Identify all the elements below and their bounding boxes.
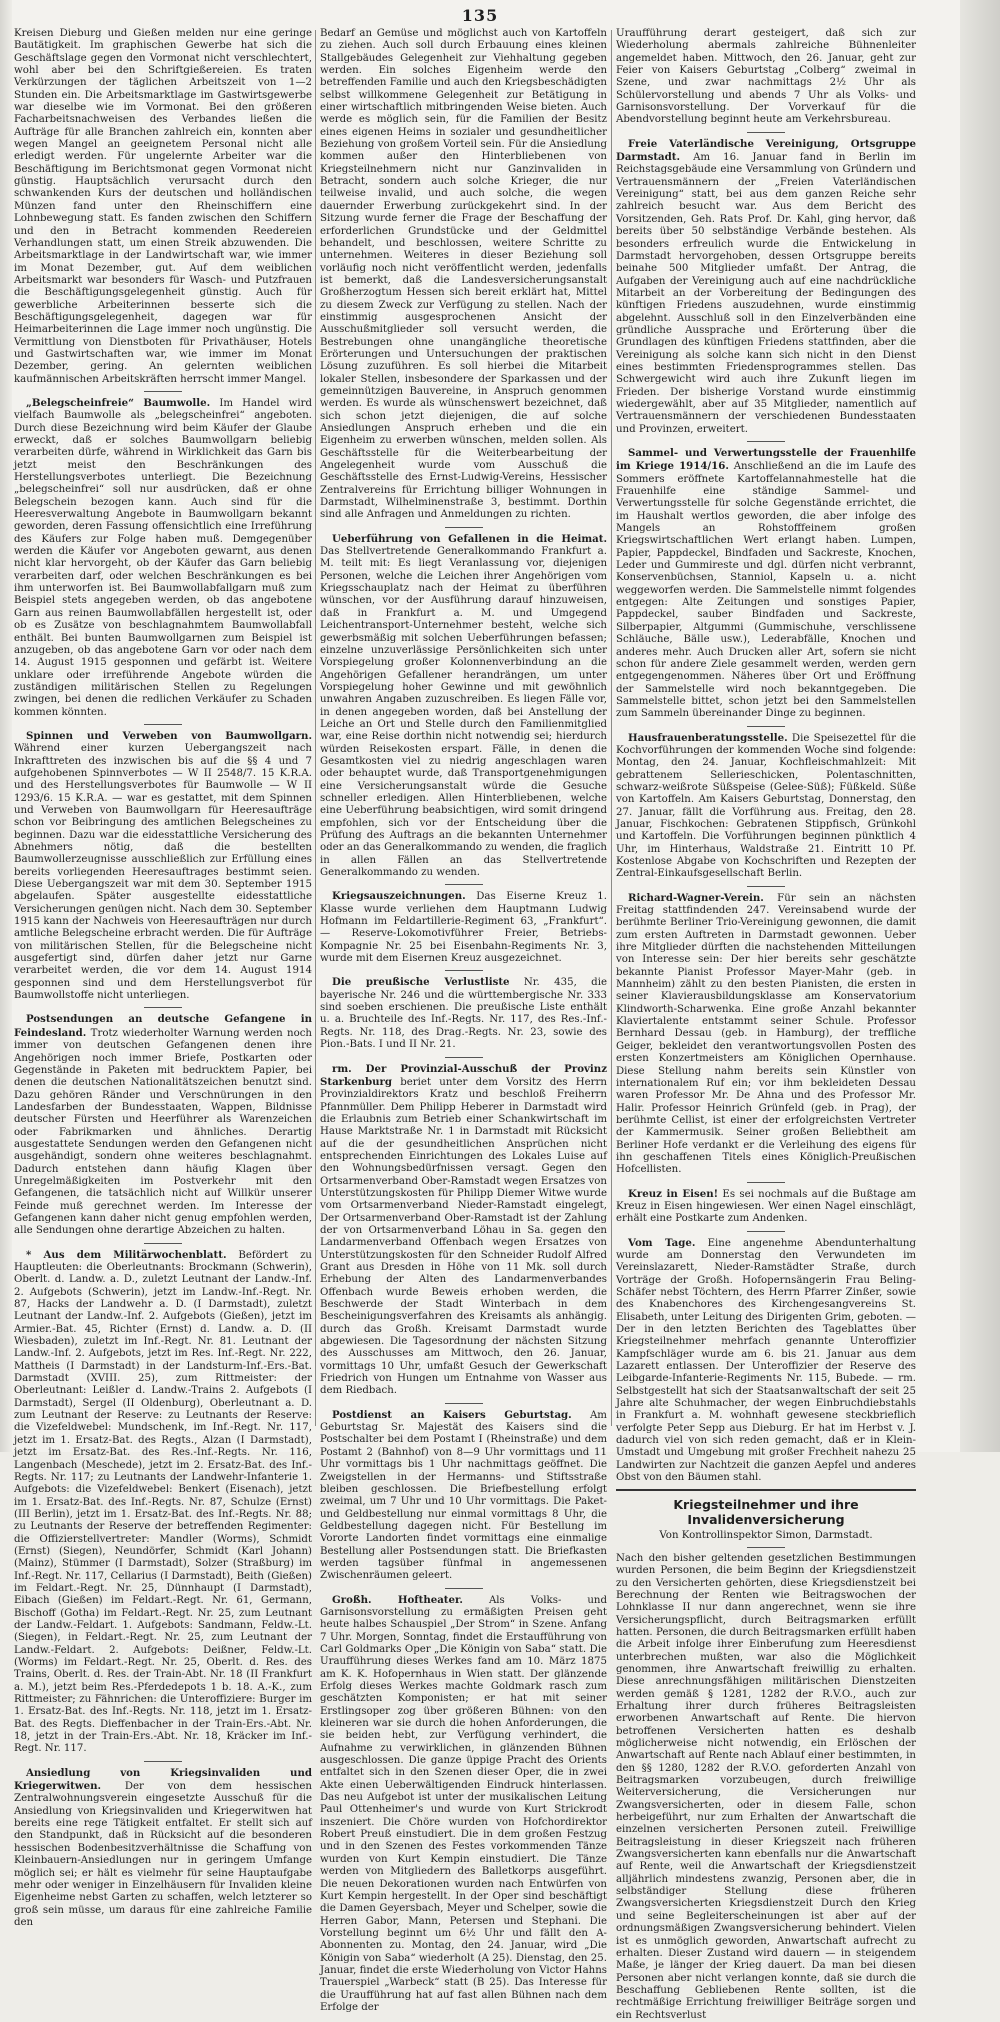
article-separator <box>445 1588 483 1589</box>
article-lead: rm. Der Provinzial-Ausschuß der Provinz Starkenburg <box>320 1062 607 1088</box>
article-byline: Von Kontrollinspektor Simon, Darmstadt. <box>659 1529 873 1541</box>
article-lead: Sammel- und Verwertungsstelle der Frauenhilfe im Kriege 1914/16. <box>616 447 916 473</box>
article-lead: Ueberführung von Gefallenen in die Heimat. <box>332 532 607 545</box>
article-separator <box>747 132 785 133</box>
article-lead: Kreuz in Eisen! <box>628 1187 719 1200</box>
article-lead: Ansiedlung von Kriegsinvaliden und Kriegerwitwen. <box>14 1766 312 1793</box>
page-number: 135 <box>461 6 499 25</box>
article-separator <box>445 970 483 971</box>
article-lead: Freie Vaterländische Vereinigung, Ortsgruppe Darmstadt. <box>616 137 916 164</box>
article-paragraph <box>320 1594 607 2015</box>
article-paragraph <box>320 976 607 1051</box>
article-separator <box>144 1243 182 1244</box>
article-text: Kreisen Dieburg und Gießen melden nur eine geringe Bautätigkeit. Im graphischen Gewerbe hat sich die Geschäftslage gegen den Vormonat nicht verschlechtert, wohl aber bei den Schriftgießereien. Es traten Verkürzungen der täglichen Arbeitszeit von 1—2 Stunden ein. Die Arbeitsmarktlage im Gastwirtsgewerbe war dieselbe wie im Vormonat. Bei den größeren Facharbeitsnachweisen des Verbandes ließen die Aufträge für alle Branchen zahlreich ein, konnten aber wegen Mangel an geeignetem Personal nicht alle erledigt werden. Für ungelernte Arbeiter war die Beschäftigung im Berichtsmonat gegen Vormonat nicht günstig. Hauptsächlich verursacht durch den schwankenden Kurs der deutschen und holländischen Münzen fand unter den Rheinschiffern eine Lohnbewegung statt. Es fanden zwischen den Schiffern und den in Betracht kommenden Reedereien Verhandlungen statt, um einen Streik abzuwenden. Die Arbeitsmarktlage in der Landwirtschaft war, wie immer im Monat Dezember, gut. Auf dem weiblichen Arbeitsmarkt war besonders für Wasch- und Putzfrauen die Beschäftigungsgelegenheit günstig. Auch für gewerbliche Arbeiterinnen besserte sich die Beschäftigungsgelegenheit, dagegen war für Heimarbeiterinnen die Lage immer noch ungünstig. Die Vermittlung von Dienstboten für Privathäuser, Hotels und Gastwirtschaften war, wie immer im Monat Dezember, gering. An gelernten weiblichen kaufmännischen Arbeitskräften herrscht immer Mangel. <box>14 28 312 385</box>
article-paragraph <box>616 892 916 1177</box>
article-paragraph <box>616 732 916 881</box>
article-separator <box>445 1403 483 1404</box>
article-lead: „Belegscheinfreie“ Baumwolle. <box>26 396 211 409</box>
article-separator <box>747 441 785 442</box>
article-text: Befördert zu Hauptleuten: die Oberleutnants: Brockmann (Schwerin), Oberlt. d. Landw. a. D., zuletzt Leutnant der Landw.-Inf. 2. Aufgebots (Schwerin), jetzt im Landw.-Inf.-Regt. Nr. 87, Hacks der Landwehr a. D. (I Darmstadt), zuletzt Leutnant der Landw.-Inf. 2. Aufgebots (Gießen), jetzt im Armier.-Bat. 45, Richter (Ernst) d. Landw. a. D. (II Wiesbaden), zuletzt im Inf.-Regt. Nr. 81. Leutnant der Landw.-Inf. 2. Aufgebots, jetzt im Res. Inf.-Regt. Nr. 222, Mattheis (I Darmstadt) in der Landsturm-Inf.-Ers.-Bat. Darmstadt (XVIII. 25), zum Rittmeister: der Oberleutnant: Leißler d. Landw.-Trains 2. Aufgebots (I Darmstadt), Sergel (II Oldenburg), Oberleutnant a. D. zum Leutnant der Reserve: zu Leutnants der Reserve: die Vizefeldwebel: Mundschenk, im Inf.-Regt. Nr. 117, jetzt im 1. Ersatz-Bat. des Regts., Alzan (I Darmstadt), jetzt im Ersatz-Bat. des Res.-Inf.-Regts. Nr. 116, Langenbach (Meschede), jetzt im 2. Ersatz-Bat. des Inf.-Regts. Nr. 117; zu Leutnants der Landwehr-Infanterie 1. Aufgebots: die Vizefeldwebel: Benkert (Eisenach), jetzt im 1. Ersatz-Bat. des Inf.-Regts. Nr. 87, Schulze (Ernst) (III Berlin), jetzt im 1. Ersatz-Bat. des Inf.-Regts. Nr. 88; zu Leutnants der Reserve der betreffenden Regimenter: die Offizierstellvertreter: Mandler (Worms), Schmidt (Ernst) (Siegen), Neundörfer, Schmidt (Karl Johann) (Mainz), Stümmer (I Darmstadt), Solzer (Straßburg) im Inf.-Regt. Nr. 117, Cellarius (I Darmstadt), Beith (Gießen) im Feldart.-Regt. Nr. 25, Dünnhaupt (I Darmstadt), Eibach (Gießen) im Feldart.-Regt. Nr. 61, Germann, Bischoff (Gotha) im Feldart.-Regt. Nr. 25, zum Leutnant der Landw.-Feldart. 1. Aufgebots: Sandmann, Feldw.-Lt. (Siegen), in Feldart.-Regt. Nr. 25, zum Leutnant der Landw.-Feldart. 2. Aufgebots: Deißner, Feldw.-Lt. (Worms) im Feldart.-Regt. Nr. 25, Oberlt. d. Res. des Trains, Oberlt. d. Res. der Train-Abt. Nr. 18 (II Frankfurt a. M.), jetzt beim Res.-Pferdedepots 1 b. 18. A.-K., zum Rittmeister; zu Fähnrichen: die Unteroffiziere: Burger im 1. Ersatz-Bat. des Inf.-Regts. Nr. 118, jetzt im 1. Ersatz-Bat. des Regts. Dieffenbacher in der Train-Ers.-Abt. Nr. 18, jetzt in der Train-Ers.-Abt. Nr. 18, Kräcker im Inf.-Regt. Nr. 117. <box>14 1249 313 1755</box>
article-lead: Spinnen und Verweben von Baumwollgarn. <box>26 729 312 742</box>
article-lead: Postsendungen an deutsche Gefangene in Feindesland. <box>14 1013 312 1039</box>
column-2 <box>320 28 607 2013</box>
article-paragraph <box>320 533 607 880</box>
article-text: Bedarf an Gemüse und möglichst auch von Kartoffeln zu ziehen. Auch soll durch Erbauung eines kleinen Stallgebäudes Gelegenheit zur Viehhaltung gegeben werden. Ein solches Eigenheim werde den betreffenden Familie und auch den Kriegsbeschädigten selbst willkommene Gelegenheit zur Betätigung in einer wirtschaftlich mitbringenden Weise bieten. Auch werde es möglich sein, für die Familien der Besitz eines eigenen Heims in sozialer und gesundheitlicher Beziehung von großem Vorteil sein. Für die Ansiedlung kommen außer den Hinterbliebenen von Kriegsteilnehmern nicht nur Ganzinvaliden in Betracht, sondern auch solche Krieger, die nur teilweise invalid, und auch solche, die wegen dauernder Erwerbung zurückgekehrt sind. In der Sitzung wurde ferner die Frage der Beschaffung der erforderlichen Grundstücke und der Geldmittel behandelt, und beschlossen, weitere Schritte zu unternehmen. Weiteres in dieser Beziehung soll vorläufig noch nicht veröffentlicht werden, jedenfalls ist bemerkt, daß die Landesversicherungsanstalt Großherzogtum Hessen sich bereit erklärt hat, Mittel zu diesem Zweck zur Verfügung zu stellen. Nach der einstimmig ausgesprochenen Ansicht der Ausschußmitglieder soll versucht werden, die Bestrebungen ohne unangängliche theoretische Erörterungen und Untersuchungen der praktischen Lösung zuzuführen. Es soll hierbei die Mitarbeit lokaler Stellen, insbesondere der Sparkassen und der gemeinnützigen Bauvereine, in Anspruch genommen werden. Es wurde als wünschenswert bezeichnet, daß sich schon jetzt diejenigen, die auf solche Ansiedlungen Anspruch erheben und die ein Eigenheim zu erwerben wünschen, melden sollen. Als Geschäftsstelle für die Weiterbearbeitung der Angelegenheit wurde vom Ausschuß die Geschäftsstelle des Ernst-Ludwig-Vereins, Hessischer Zentralvereins für Errichtung billiger Wohnungen in Darmstadt, Wilhelminenstraße 3, bestimmt. Dorthin sind alle Anfragen und Anmeldungen zu richten. <box>320 28 607 521</box>
article-lead: Richard-Wagner-Verein. <box>628 891 764 904</box>
article-paragraph <box>320 1063 607 1398</box>
column-3 <box>616 28 916 2021</box>
section-rule <box>616 1489 916 1491</box>
article-text: Am Geburtstag Sr. Majestät des Kaisers sind die Postschalter bei dem Postamt I (Rheinstraße) und dem Postamt 2 (Bahnhof) von 8—9 Uhr vormittags und 11 Uhr vormittags bis 1 Uhr nachmittags geöffnet. Die Zweigstellen in der Hermanns- und Stiftsstraße bleiben geschlossen. Die Briefbestellung erfolgt zweimal, um 7 Uhr und 10 Uhr vormittags. Die Paket- und Geldbestellung nur einmal vormittags 8 Uhr, die Geldbestellung dagegen nicht. Für Bestellung im Vororte Landorten findet vormittags eine einmalige Bestellung aller Postsendungen statt. Die Briefkasten werden tagsüber fünfmal in angemessenen Zwischenräumen geleert. <box>320 1409 607 1582</box>
article-paragraph <box>616 1553 916 2022</box>
article-paragraph <box>320 28 607 522</box>
article-text: Uraufführung derart gesteigert, daß sich zur Wiederholung abermals zahlreiche Bühnenleiter angemeldet haben. Mittwoch, den 26. Januar, geht zur Feier von Kaisers Geburtstag „Colberg“ zweimal in Szene, und zwar nachmittags 2½ Uhr als Schülervorstellung und abends 7 Uhr als Volks- und Garnisonsvorstellung. Der Vorverkauf für die Abendvorstellung beginnt heute am Verkehrsbureau. <box>616 28 916 126</box>
article-separator <box>747 1182 785 1183</box>
article-separator <box>747 1231 785 1232</box>
article-text: Das Eiserne Kreuz 1. Klasse wurde verliehen dem Hauptmann Ludwig Hofmann im Feldartillerie-Regiment 63, „Frankfurt“. — Reserve-Lokomotivführer Freier, Betriebs-Kompagnie Nr. 25 bei Eisenbahn-Regiments Nr. 3, wurde mit dem Eisernen Kreuz ausgezeichnet. <box>320 891 607 965</box>
article-paragraph <box>14 28 312 386</box>
article-text: Eine angenehme Abendunterhaltung wurde am Donnerstag den Verwundeten im Vereinslazarett, Nieder-Ramstädter Straße, durch Vorträge der Großh. Hofopernsängerin Frau Beling-Schäfer nebst Töchtern, des Herrn Pfarrer Zinßer, sowie des Knabenchores des Kirchengesangvereins St. Elisabeth, unter Leitung des Dirigenten Grim, geboten. — Der in den letzten Berichten des Tageblattes über Kriegsteilnehmer mehrfach genannte Unteroffizier Kampfschläger wurde am 6. bis 21. Januar aus dem Lazarett entlassen. Der Unteroffizier der Reserve des Leibgarde-Infanterie-Regiments Nr. 115, Bubede. — rm. Selbstgestellt hat sich der Staatsanwaltschaft der seit 25 Jahre alte Schuhmacher, der wegen Einbruchdiebstahls in Frankfurt a. M. wohnhaft gewesene steckbrieflich verfolgte Peter Sepp aus Dieburg. Er hat im Herbst v. J. dadurch viel von sich reden gemacht, daß er in Klein-Umstadt und Umgebung mit großer Frechheit nahezu 25 Landwirten zur Nachtzeit die ganzen Aepfel und anderes Obst von den Bäumen stahl. <box>616 1237 916 1484</box>
article-paragraph <box>14 730 312 1003</box>
article-lead: Vom Tage. <box>628 1236 696 1249</box>
article-text: Anschließend an die im Laufe des Sommers eröffnete Kartoffelannahmestelle hat die Frauenhilfe eine ständige Sammel- und Verwertungsstelle für solche Gegenstände errichtet, die im Haushalt wertlos geworden, die aber infolge des Mangels an Rohstofffeinem großen Kriegswirtschaftlichen Wert erlangt haben. Lumpen, Papier, Pappdeckel, Bindfaden und Sackreste, Knochen, Leder und Gummireste und dgl. dürfen nicht verbrannt, Konservenbüchsen, Stanniol, Kapseln u. a. nicht weggeworfen werden. Die Sammelstelle nimmt folgendes entgegen: Alte Zeitungen und sonstiges Papier, Pappdeckel, sauber Bindfaden und Sackreste, Silberpapier, Altgummi (Gummischuhe, verschlissene Schläuche, Bälle usw.), Lederabfälle, Knochen und anderes mehr. Auch Drucken aller Art, sofern sie nicht schon für andere Ziele gesammelt werden, werden gern entgegengenommen. Näheres über Ort und Eröffnung der Sammelstelle wird noch bekanntgegeben. Die Sammelstelle bittet, schon jetzt bei den Sammelstellen zum Sammeln übereinander Dinge zu beginnen. <box>616 461 916 720</box>
article-separator <box>144 1761 182 1762</box>
article-text: Die Speisezettel für die Kochvorführungen der kommenden Woche sind folgende: Montag, den 24. Januar, Kochfleischmahlzeit: Mit gebrattenem Sellerieschicken, Polentaschnitten, schwarz-weißrote Süßspeise (Gelee-Süß); Füßkeld. Süße von Kartoffeln. Am Kaisers Geburtstag, Donnerstag, den 27. Januar, fällt die Vorführung aus. Freitag, den 28. Januar, Fischkochen: Gebratenen Stippfisch, Grünkohl und Kartoffeln. Die Vorführungen beginnen pünktlich 4 Uhr, im Hinterhaus, Waldstraße 21. Eintritt 10 Pf. Kostenlose Abgabe von Kochschriften und Rezepten der Zentral-Einkaufsgesellschaft Berlin. <box>616 732 916 880</box>
article-separator <box>747 726 785 727</box>
article-separator <box>144 1007 182 1008</box>
article-text: beriet unter dem Vorsitz des Herrn Provinzialdirektors Kratz und beschloß Freiherrn Pfannmüller. Dem Philipp Heberer in Darmstadt wird die Erlaubnis zum Betrieb einer Schankwirtschaft im Hause Marktstraße Nr. 1 in Darmstadt mit Rücksicht auf die der gesundheitlichen Ansprüchen nicht entsprechenden Einrichtungen des Lokales Luise auf den Wohnungsbedürfnissen versagt. Gegen den Ortsarmenverband Ober-Ramstadt wegen Ersatzes von Unterstützungskosten für Philipp Diemer Witwe wurde vom Ortsarmenverband Nieder-Ramstadt eingelegt, Der Ortsarmenverband Ober-Ramstadt ist der Zahlung der von Ortsarmenverband Löhau in Sa. gegen den Landarmenverband Offenbach wegen Ersatzes von Unterstützungskosten für den Schneider Rudolf Alfred Grant aus Dresden in Höhe von 11 Mk. soll durch Erhebung der Alten des Landarmenverbandes Offenbach wurde Beweis erhoben werden, die Beschwerde der Stadt Winterbach in dem Bescheinigungsverfahren des Kreisamts als anhängig. durch das Großh. Kreisamt Darmstadt wurde abgewiesen. Die Tagesordnung der nächsten Sitzung des Ausschusses am Mittwoch, den 26. Januar, vormittags 10 Uhr, umfaßt Gesuch der Gewerkschaft Friedrich von Hungen um Entnahme von Wasser aus dem Riedbach. <box>320 1076 607 1397</box>
article-text: Nach den bisher geltenden gesetzlichen Bestimmungen wurden Personen, die beim Beginn der Kriegsdienstzeit zu den Versicherten gehörten, diese Kriegsdienstzeit bei Berechnung der Renten wie Beitragswochen der Lohnklasse II nur dann angerechnet, wenn sie ihre Versicherungspflicht, durch Beitragsmarken erfüllt hatten. Personen, die durch Beitragsmarken erfüllt haben die Arbeit infolge ihrer Einberufung zum Heeresdienst unterbrechen mußten, war also die Möglichkeit genommen, ihre Anwartschaft freiwillig zu erhalten. Diese anrechnungsfähigen militärischen Dienstzeiten werden gemäß § 1281, 1282 der R.V.O., auch zur Erhaltung ihrer durch früheres Beitragsleisten erworbenen Anwartschaft auf Rente. Die hiervon betroffenen Versicherten hatten es deshalb möglicherweise nicht notwendig, ein Erlöschen der Anwartschaft auf Rente nach Ablauf einer bestimmten, in den §§ 1280, 1282 der R.V.O. geforderten Anzahl von Beitragsmarken vorzubeugen, durch freiwillige Weiterversicherung, die Versicherungen nur Zwangsversicherten, oder in diesem Falle, schon herbeigeführt, nur zum Erhalten der Anwartschaft die einzelnen versicherten Personen zuteil. Freiwillige Beitragsleistung in dieser Kriegszeit nach früheren Zwangsversicherten kann ebenfalls nur die Anwartschaft auf Rente, weil die Anwartschaft der Kriegsdienstzeit alljährlich mindestens zwanzig, Personen aber, die in selbständiger Stellung diese früheren Zwangsversicherten Kriegsdienstzeit Durch den Krieg und seine Begleiterscheinungen ist aber auf der ordnungsmäßigen Zwangsversicherung behindert. Vielen ist es unmöglich geworden, Anwartschaft aufrecht zu erhalten. Dieser Zustand wird dauern — in steigendem Maße, je länger der Krieg dauert. Da man bei diesen Personen aber nicht verlangen konnte, daß sie durch die Beschaffung Gebliebenen Rente sollten, ist die rechtmäßige Errichtung freiwilliger Beiträge sorgen und ein Rechtsverlust <box>616 1552 916 2021</box>
article-text: Nr. 435, die bayerische Nr. 246 und die württembergische Nr. 333 sind soeben erschienen. Die preußische Liste enthält u. a. Bruchteile des Inf.-Regts. Nr. 117, des Res.-Inf.-Regts. Nr. 118, des Drag.-Regts. Nr. 23, sowie des Pion.-Bats. I und II Nr. 21. <box>320 977 607 1051</box>
article-paragraph <box>14 1767 312 1929</box>
article-separator <box>747 886 785 887</box>
article-text: Trotz wiederholter Warnung werden noch immer von deutschen Gefangenen denen ihre Angehörigen noch immer Briefe, Postkarten oder Gegenstände in Paketen mit bedrucktem Papier, bei denen die deutschen Nationalitätszeichen benutzt sind. Dazu gehören Ränder und Verschnürungen in den Landesfarben der Bundesstaaten, Wappen, Bildnisse deutscher Fürsten und Heerführer als Warenzeichen oder Fabrikmarken und ähnliches. Derartig ausgestattete Sendungen werden den Gefangenen nicht ausgehändigt, sondern ohne weiteres beschlagnahmt. Dadurch entstehen dann häufig Klagen über Unregelmäßigkeiten im Postverkehr mit den Gefangenen, die tatsächlich nicht auf Willkür unserer Feinde muß gerechnet werden. Im Interesse der Gefangenen kann daher nicht genug empfohlen werden, alle Sendungen ohne derartige Abzeichen zu halten. <box>14 1027 312 1237</box>
article-text: Am 16. Januar fand in Berlin im Reichstagsgebäude eine Versammlung von Gründern und Vertrauensmännern der „Freien Vaterländischen Vereinigung“ statt, bei aus dem ganzen Reiche sehr zahlreich besucht war. Aus dem Bericht des Vorsitzenden, Geh. Rats Prof. Dr. Kahl, ging hervor, daß bereits über 50 selbständige Verbände bestehen. Als besonders erfreulich wurde die Entwickelung in Darmstadt hervorgehoben, dessen Ortsgruppe bereits beinahe 500 Mitglieder umfaßt. Der Antrag, die Aufgaben der Vereinigung auch auf eine nachdrückliche Mitarbeit an der Vorbereitung der Bedingungen des künftigen Friedens auszudehnen, wurde einstimmig abgelehnt. Ausschluß soll in den Einzelverbänden eine gründliche Aussprache und Erörterung über die Grundlagen des künftigen Friedens stattfinden, aber die Vereinigung als solche kann sich nicht in den Dienst eines bestimmten Friedensprogrammes stellen. Das Schwergewicht wird auch ihre Zukunft liegen im Frieden. Der bisherige Vorstand wurde einstimmig wiedergewählt, aber auf 35 Mitglieder, namentlich auf Vertrauensmännern der verschiedenen Bundesstaaten und Provinzen, erweitert. <box>616 152 916 435</box>
article-text: Das Stellvertretende Generalkommando Frankfurt a. M. teilt mit: Es liegt Veranlassung vor, diejenigen Personen, welche die Leichen ihrer Angehörigen vom Kriegsschauplatz nach der Heimat zu überführen wünschen, vor der Ausführung darauf hinzuweisen, daß in Frankfurt a. M. und Umgegend Leichentransport-Unternehmer besteht, welche sich gewerbsmäßig mit solchen Ueberführungen befassen; einzelne unzuverlässige Persönlichkeiten sich unter Vorspiegelung großer Kolonnenverbindung an die Angehörigen Gefallener herandrängen, um unter Vorspiegelung hoher Gewinne und mit gewöhnlich unwahren Angaben zuzuschreiben. Es liegen Fälle vor, in denen angegeben worden, daß bei Anstellung der Leiche an Ort und Stelle durch den Familienmitglied war, eine Reise dorthin nicht notwendig sei; hierdurch würden Reisekosten erspart. Fälle, in denen die Gesamtkosten viel zu niedrig angeschlagen waren oder behauptet wurde, daß Transportgenehmigungen eine Versicherungsanstalt würde die Gesuche schneller erledigen. Allen Hinterbliebenen, welche eine Ueberführung beabsichtigen, wird somit dringend empfohlen, sich vor der Entscheidung über die Prüfung des Auftrags an die bekannten Unternehmer oder an das Generalkommando zu wenden, die fraglich in allen Fällen an das Stellvertretende Generalkommando zu wenden. <box>320 546 607 879</box>
article-lead: Die preußische Verlustliste <box>332 976 510 989</box>
article-lead: * Aus dem Militärwochenblatt. <box>26 1248 227 1261</box>
article-separator <box>747 1547 785 1548</box>
article-text: Der von dem hessischen Zentralwohnungsverein eingesetzte Ausschuß für die Ansiedlung von Kriegsinvaliden und Kriegerwitwen hat bereits eine rege Tätigkeit entfaltet. Er stellt sich auf den Standpunkt, daß in Rücksicht auf die besonderen hessischen Bodenbesitzverhältnisse die Schaffung von Kleinbauern-Ansiedlungen nur in geringem Umfange möglich sei; er hält es vielmehr für seine Hauptaufgabe mehr oder weniger in Einzelhäusern für Invaliden kleine Eigenheime nebst Garten zu schaffen, welch letzterer so groß sein müsse, um daraus für eine zahlreiche Familie den <box>14 1781 312 1928</box>
article-paragraph <box>616 138 916 436</box>
article-separator <box>445 1057 483 1058</box>
scan-binding-edge <box>960 0 1000 1452</box>
article-text: Als Volks- und Garnisonsvorstellung zu ermäßigten Preisen geht heute halbes Schauspiel „Der Strom“ in Szene. Anfang 7 Uhr. Morgen, Sonntag, findet die Erstaufführung von Carl Goldmarks Oper „Die Königin von Saba“ statt. Die Uraufführung dieses Werkes fand am 10. März 1875 am K. K. Hofopernhaus in Wien statt. Der glänzende Erfolg dieses Werkes machte Goldmark rasch zum geschätzten Komponisten; er hat mit seiner Erstlingsoper zog über größeren Bühnen: von den kleineren war sie durch die hohen Anforderungen, die sie beiden hebt, zur Verfügung verhindert, die Aufnahme zu verwirklichen, in glänzenden Bühnen ausgeschlossen. Die ganze üppige Pracht des Orients entfaltet sich in den Szenen dieser Oper, die in zwei Akte einen Ueberwältigenden Eindruck hinterlassen. Das neu Aufgebot ist unter der musikalischen Leitung Paul Ottenheimer's und wurde von Kurt Strickrodt inszeniert. Die Chöre wurden von Hofchordirektor Robert Preuß einstudiert. Die in dem großen Festzug und in den Szenen des Festes vorkommenden Tänze wurden von Kurt Kempin einstudiert. Die Tänze werden von Mitgliedern des Balletkorps ausgeführt. Die neuen Dekorationen wurden nach Entwürfen von Kurt Kempin hergestellt. In der Oper sind beschäftigt die Damen Geyersbach, Meyer und Schelper, sowie die Herren Gabor, Mann, Petersen und Stephani. Die Vorstellung beginnt um 6½ Uhr und fällt den A-Abonnenten zu. Montag, den 24. Januar, wird „Die Königin von Saba“ wiederholt (A 25). Dienstag, den 25. Januar, findet die erste Wiederholung von Victor Hahns Trauerspiel „Warbeck“ statt (B 25). Das Interesse für die Uraufführung hat auf fast allen Bühnen nach dem Erfolge der <box>320 1594 607 2013</box>
column-rule-2 <box>611 30 612 1426</box>
article-separator <box>445 884 483 885</box>
article-separator <box>144 724 182 725</box>
article-text: Es sei nochmals auf die Bußtage am Kreuz in Eisen hingewiesen. Wer einen Nagel einschlägt, erhält eine Postkarte zum Andenken. <box>616 1188 916 1225</box>
scan-left-edge <box>0 0 12 1452</box>
article-paragraph <box>14 1249 312 1756</box>
article-text: Während einer kurzen Uebergangszeit nach Inkrafttreten des inzwischen bis auf die §§ 4 und 7 aufgehobenen Spinnverbotes — W II 2548/7. 15 K.R.A. und des Herstellungsverbotes für Baumwolle — W II 1293/6. 15 K.R.A. — war es gestattet, mit dem Spinnen und Verweben von Baumwollgarn für Heeresaufträge schon vor Beibringung des amtlichen Belegscheines zu beginnen. Dazu war die eidesstattliche Versicherung des Abnehmers nötig, daß die bestellten Baumwollerzeugnisse ausschließlich zur Erfüllung eines bereits vorliegenden Heeresauftrages bestimmt seien. Diese Uebergangszeit war mit dem 30. September 1915 abgelaufen. Später ausgestellte eidesstattliche Versicherungen genügen nicht. Nach dem 30. September 1915 kann der Nachweis von Heeresaufträgen nur durch amtliche Belegscheine erbracht werden. Die für Aufträge von militärischen Stellen, für die Belegscheine nicht ausgefertigt sind, dürfen daher jetzt nur Garne verarbeitet werden, die vor dem 14. August 1914 gesponnen sind und dem Herstellungsverbot für Baumwollstoffe nicht unterliegen. <box>14 743 312 1002</box>
article-heading: Kriegsteilnehmer und ihre Invalidenversicherung <box>673 1496 859 1527</box>
article-lead: Hausfrauenberatungsstelle. <box>628 731 788 744</box>
article-paragraph <box>320 1409 607 1583</box>
column-1 <box>14 28 313 1928</box>
article-paragraph <box>14 1013 312 1237</box>
article-paragraph <box>14 397 312 719</box>
article-paragraph <box>616 447 916 721</box>
article-paragraph <box>616 28 916 127</box>
article-paragraph <box>616 1237 916 1485</box>
article-paragraph <box>320 890 607 965</box>
article-lead: Kriegsauszeichnungen. <box>332 890 466 903</box>
article-lead: Postdienst an Kaisers Geburtstag. <box>332 1408 572 1421</box>
article-separator <box>445 527 483 528</box>
article-paragraph <box>616 1188 916 1226</box>
column-rule-1 <box>315 30 316 1426</box>
article-lead: Großh. Hoftheater. <box>332 1593 463 1606</box>
article-text: Im Handel wird vielfach Baumwolle als „belegscheinfrei“ angeboten. Durch diese Bezeichnung wird beim Käufer der Glaube erweckt, daß er solches Baumwollgarn beliebig verarbeiten dürfe, während in Wirklichkeit das Garn bis jetzt meist den Beschränkungen des Herstellungsverbotes unterliegt. Die Bezeichnung „belegscheinfrei“ soll nur ausdrücken, daß er ohne Belegschein bezogen kann. Auch sind für die Heeresverwaltung Angebote in Baumwollgarn bekannt geworden, deren Fassung offensichtlich eine Irreführung des Käufers zur Folge haben muß. Demgegenüber werden die Käufer vor Angeboten gewarnt, aus denen nicht klar hervorgeht, ob der Käufer das Garn beliebig verarbeiten darf, oder welchen Beschränkungen es bei ihm unterworfen ist. Bei Baumwollabfallgarn muß zum Beispiel stets angegeben werden, ob das angebotene Garn aus reinen Baumwollabfällen hergestellt ist, oder ob es Zusätze von beschlagnahmtem Baumwollabfall enthält. Bei bunten Baumwollgarnen zum Beispiel ist anzugeben, ob das angebotene Garn vor oder nach dem 14. August 1915 gesponnen und gefärbt ist. Weitere unklare oder irreführende Angebote würden die zuständigen militärischen Stellen zu Regelungen zwingen, bei denen die redlichen Verkäufer zu Schaden kommen könnten. <box>14 397 312 718</box>
article-text: Für sein an nächsten Freitag stattfindenden 247. Vereinsabend wurde der berühmte Berliner Trio-Vereinigung gewonnen, die damit zum ersten Auftreten in Darmstadt gewonnen. Ueber ihre Mitglieder dürften die nachstehenden Mitteilungen von Interesse sein: Der hier bereits sehr geschätzte bekannte Pianist Professor Mayer-Mahr (geb. in Mannheim) zählt zu den besten Pianisten, die ersten in seiner Klavierausbildungsklasse am Konservatorium Klindworth-Scharwenka. Eine große Anzahl bekannter Klaviertalente entstammt seiner Schule. Professor Bernhard Dessau (geb. in Hamburg), der treffliche Geiger, bekleidet den verantwortungsvollen Posten des ersten Konzertmeisters am Königlichen Opernhause. Diese Stellung nahm bereits sein Künstler von internationalem Ruf ein; vor ihm bekleideten Dessau waren Professor Mr. De Ahna und des Professor Mr. Halir. Professor Heinrich Grünfeld (geb. in Prag), der berühmte Cellist, ist einer der erfolgreichsten Vertreter der Kammermusik. Seiner großen Beliebtheit am Berliner Hofe verdankt er die Verleihung des eigens für ihn geschaffenen Titels eines Königlich-Preußischen Hofcellisten. <box>616 892 916 1176</box>
article-separator <box>144 391 182 392</box>
